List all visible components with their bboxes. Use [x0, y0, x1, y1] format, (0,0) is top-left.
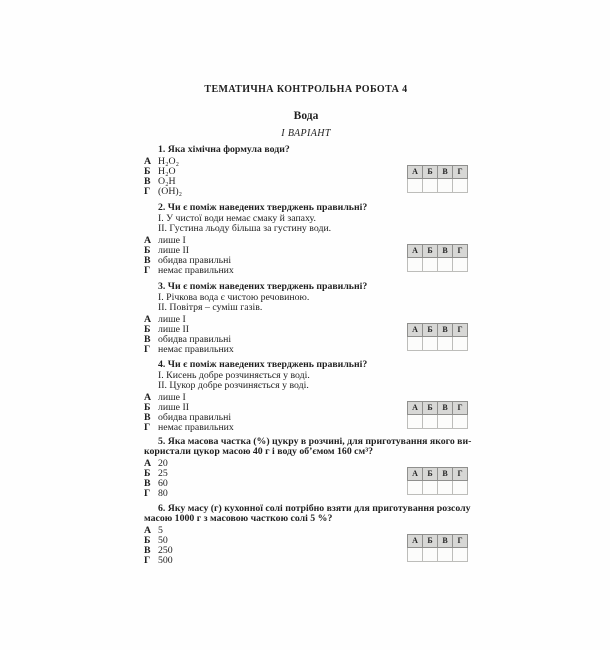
- page-content: [144, 84, 472, 566]
- option-text: обидва правильні: [158, 255, 232, 266]
- option-letter: Б: [144, 166, 151, 177]
- option-text: обидва правильні: [158, 334, 232, 345]
- question-heading-line: 2. Чи є поміж наведених тверджень правильні?: [158, 202, 368, 213]
- option-letter: А: [144, 235, 152, 246]
- option-text: 25: [158, 468, 168, 479]
- answer-grid-header-cell: А: [408, 535, 423, 548]
- answer-cell: [453, 337, 468, 351]
- option-letter: В: [144, 412, 151, 423]
- statement: І. Кисень добре розчиняється у воді.: [158, 370, 310, 381]
- answer-grid-header-cell: А: [408, 402, 423, 415]
- option-letter: В: [144, 176, 151, 187]
- option-text: лише ІІ: [158, 245, 189, 256]
- option-text: лише ІІ: [158, 402, 189, 413]
- statement: ІІ. Повітря – суміш газів.: [158, 302, 263, 313]
- answer-grid-header-cell: Б: [423, 535, 438, 548]
- option-letter: А: [144, 392, 152, 403]
- answer-cell: [408, 548, 423, 562]
- answer-grid: [407, 401, 468, 429]
- option-text: 60: [158, 478, 168, 489]
- option-text: 500: [158, 555, 173, 566]
- answer-grid-header-cell: А: [408, 468, 423, 481]
- question-heading: [144, 436, 472, 457]
- answer-cell: [453, 415, 468, 429]
- option-letter: Г: [144, 344, 151, 355]
- answer-grid-header-cell: Г: [453, 245, 468, 258]
- answer-grid-header-cell: В: [438, 402, 453, 415]
- options-list: [144, 157, 468, 197]
- option-text: 80: [158, 488, 168, 499]
- question-heading-line: 4. Чи є поміж наведених тверджень правильні?: [158, 359, 368, 370]
- option-letter: В: [144, 545, 151, 556]
- option-letter: А: [144, 458, 152, 469]
- option-text: H₂O₂: [158, 156, 179, 167]
- option-letter: Г: [144, 186, 151, 197]
- answer-grid-header-cell: Б: [423, 402, 438, 415]
- answer-grid: [407, 244, 468, 272]
- question-1: [144, 145, 468, 197]
- answer-cell: [438, 337, 453, 351]
- statement: І. Річкова вода є чистою речовиною.: [158, 292, 310, 303]
- statements: [144, 371, 468, 391]
- topic-title: Вода: [293, 110, 319, 122]
- statements: [144, 214, 468, 234]
- answer-grid: [407, 165, 468, 193]
- answer-cell: [408, 337, 423, 351]
- option-letter: Г: [144, 265, 151, 276]
- answer-grid: [407, 323, 468, 351]
- question-heading-line: 3. Чи є поміж наведених тверджень правильні?: [158, 281, 368, 292]
- option-letter: Б: [144, 535, 151, 546]
- answer-grid-header-cell: Г: [453, 535, 468, 548]
- answer-cell: [453, 481, 468, 495]
- answer-grid-header-cell: А: [408, 245, 423, 258]
- answer-grid-header-cell: В: [438, 468, 453, 481]
- answer-cell: [423, 258, 438, 272]
- answer-grid-header-cell: Б: [423, 324, 438, 337]
- option-text: лише І: [158, 314, 186, 325]
- answer-grid-header-cell: В: [438, 245, 453, 258]
- answer-cell: [453, 548, 468, 562]
- option-letter: А: [144, 156, 152, 167]
- answer-grid-header-cell: Г: [453, 324, 468, 337]
- control-work-title: ТЕМАТИЧНА КОНТРОЛЬНА РОБОТА 4: [204, 84, 408, 95]
- question-5: [144, 436, 472, 499]
- option-text: обидва правильні: [158, 412, 232, 423]
- statement: ІІ. Густина льоду більша за густину води.: [158, 223, 332, 234]
- answer-grid-header-cell: А: [408, 324, 423, 337]
- question-heading: [144, 145, 468, 155]
- options-list: [144, 236, 468, 276]
- option-text: 20: [158, 458, 168, 469]
- statements: [144, 293, 468, 313]
- answer-grid-header-cell: В: [438, 535, 453, 548]
- answer-grid-header-cell: А: [408, 166, 423, 179]
- option-text: лише ІІ: [158, 324, 189, 335]
- answer-cell: [423, 481, 438, 495]
- option-letter: Г: [144, 555, 151, 566]
- question-3: [144, 282, 468, 355]
- answer-grid: [407, 467, 468, 495]
- answer-cell: [408, 258, 423, 272]
- answer-cell: [423, 337, 438, 351]
- option-text: 5: [158, 525, 163, 536]
- option-text: H₂O: [158, 166, 176, 177]
- statement: ІІ. Цукор добре розчиняється у воді.: [158, 380, 309, 391]
- question-6: [144, 503, 471, 566]
- option-letter: Б: [144, 402, 151, 413]
- option-text: 250: [158, 545, 173, 556]
- option-letter: В: [144, 255, 151, 266]
- question-heading: [144, 503, 471, 524]
- option-text: O₂H: [158, 176, 176, 187]
- question-heading-line: 5. Яка масова частка (%) цукру в розчині, для приготування якого ви-: [158, 436, 472, 447]
- question-heading-line: 1. Яка хімічна формула води?: [158, 144, 290, 155]
- answer-grid-header-cell: Б: [423, 166, 438, 179]
- question-heading: [144, 203, 468, 213]
- question-heading: [144, 282, 468, 292]
- answer-cell: [423, 548, 438, 562]
- option-letter: В: [144, 478, 151, 489]
- option-text: 50: [158, 535, 168, 546]
- answer-cell: [438, 258, 453, 272]
- options-list: [144, 393, 468, 433]
- answer-grid-header-cell: Б: [423, 245, 438, 258]
- option-text: лише І: [158, 392, 186, 403]
- answer-cell: [453, 179, 468, 193]
- answer-cell: [423, 179, 438, 193]
- option-letter: Г: [144, 488, 151, 499]
- answer-grid-header-cell: Б: [423, 468, 438, 481]
- answer-grid-header-cell: В: [438, 166, 453, 179]
- option-text: (OH)₂: [158, 186, 183, 197]
- options-list: [144, 459, 468, 499]
- option-letter: Б: [144, 245, 151, 256]
- option-letter: Б: [144, 324, 151, 335]
- question-heading: [144, 360, 468, 370]
- answer-cell: [408, 481, 423, 495]
- options-list: [144, 526, 468, 566]
- option-letter: А: [144, 525, 152, 536]
- answer-grid-header-cell: Г: [453, 166, 468, 179]
- answer-cell: [423, 415, 438, 429]
- answer-cell: [438, 548, 453, 562]
- question-4: [144, 360, 468, 433]
- option-letter: Г: [144, 422, 151, 433]
- statement: І. У чистої води немає смаку й запаху.: [158, 213, 316, 224]
- option-text: немає правильних: [158, 344, 234, 355]
- answer-cell: [408, 179, 423, 193]
- option-text: немає правильних: [158, 265, 234, 276]
- answer-cell: [453, 258, 468, 272]
- answer-cell: [408, 415, 423, 429]
- answer-grid-header-cell: Г: [453, 468, 468, 481]
- variant-label: І ВАРІАНТ: [281, 128, 331, 139]
- option-letter: А: [144, 314, 152, 325]
- question-heading-line: масою 1000 г з масовою часткою солі 5 %?: [144, 513, 333, 524]
- answer-grid: [407, 534, 468, 562]
- option-text: немає правильних: [158, 422, 234, 433]
- answer-grid-header-cell: В: [438, 324, 453, 337]
- answer-cell: [438, 179, 453, 193]
- answer-cell: [438, 415, 453, 429]
- question-heading-line: 6. Яку масу (г) кухонної солі потрібно взяти для приготування розсолу: [158, 503, 471, 514]
- answer-grid-header-cell: Г: [453, 402, 468, 415]
- option-letter: В: [144, 334, 151, 345]
- option-text: лише І: [158, 235, 186, 246]
- option-letter: Б: [144, 468, 151, 479]
- answer-cell: [438, 481, 453, 495]
- options-list: [144, 315, 468, 355]
- question-heading-line: користали цукор масою 40 г і воду об’ємом 160 см³?: [144, 446, 374, 457]
- question-2: [144, 203, 468, 276]
